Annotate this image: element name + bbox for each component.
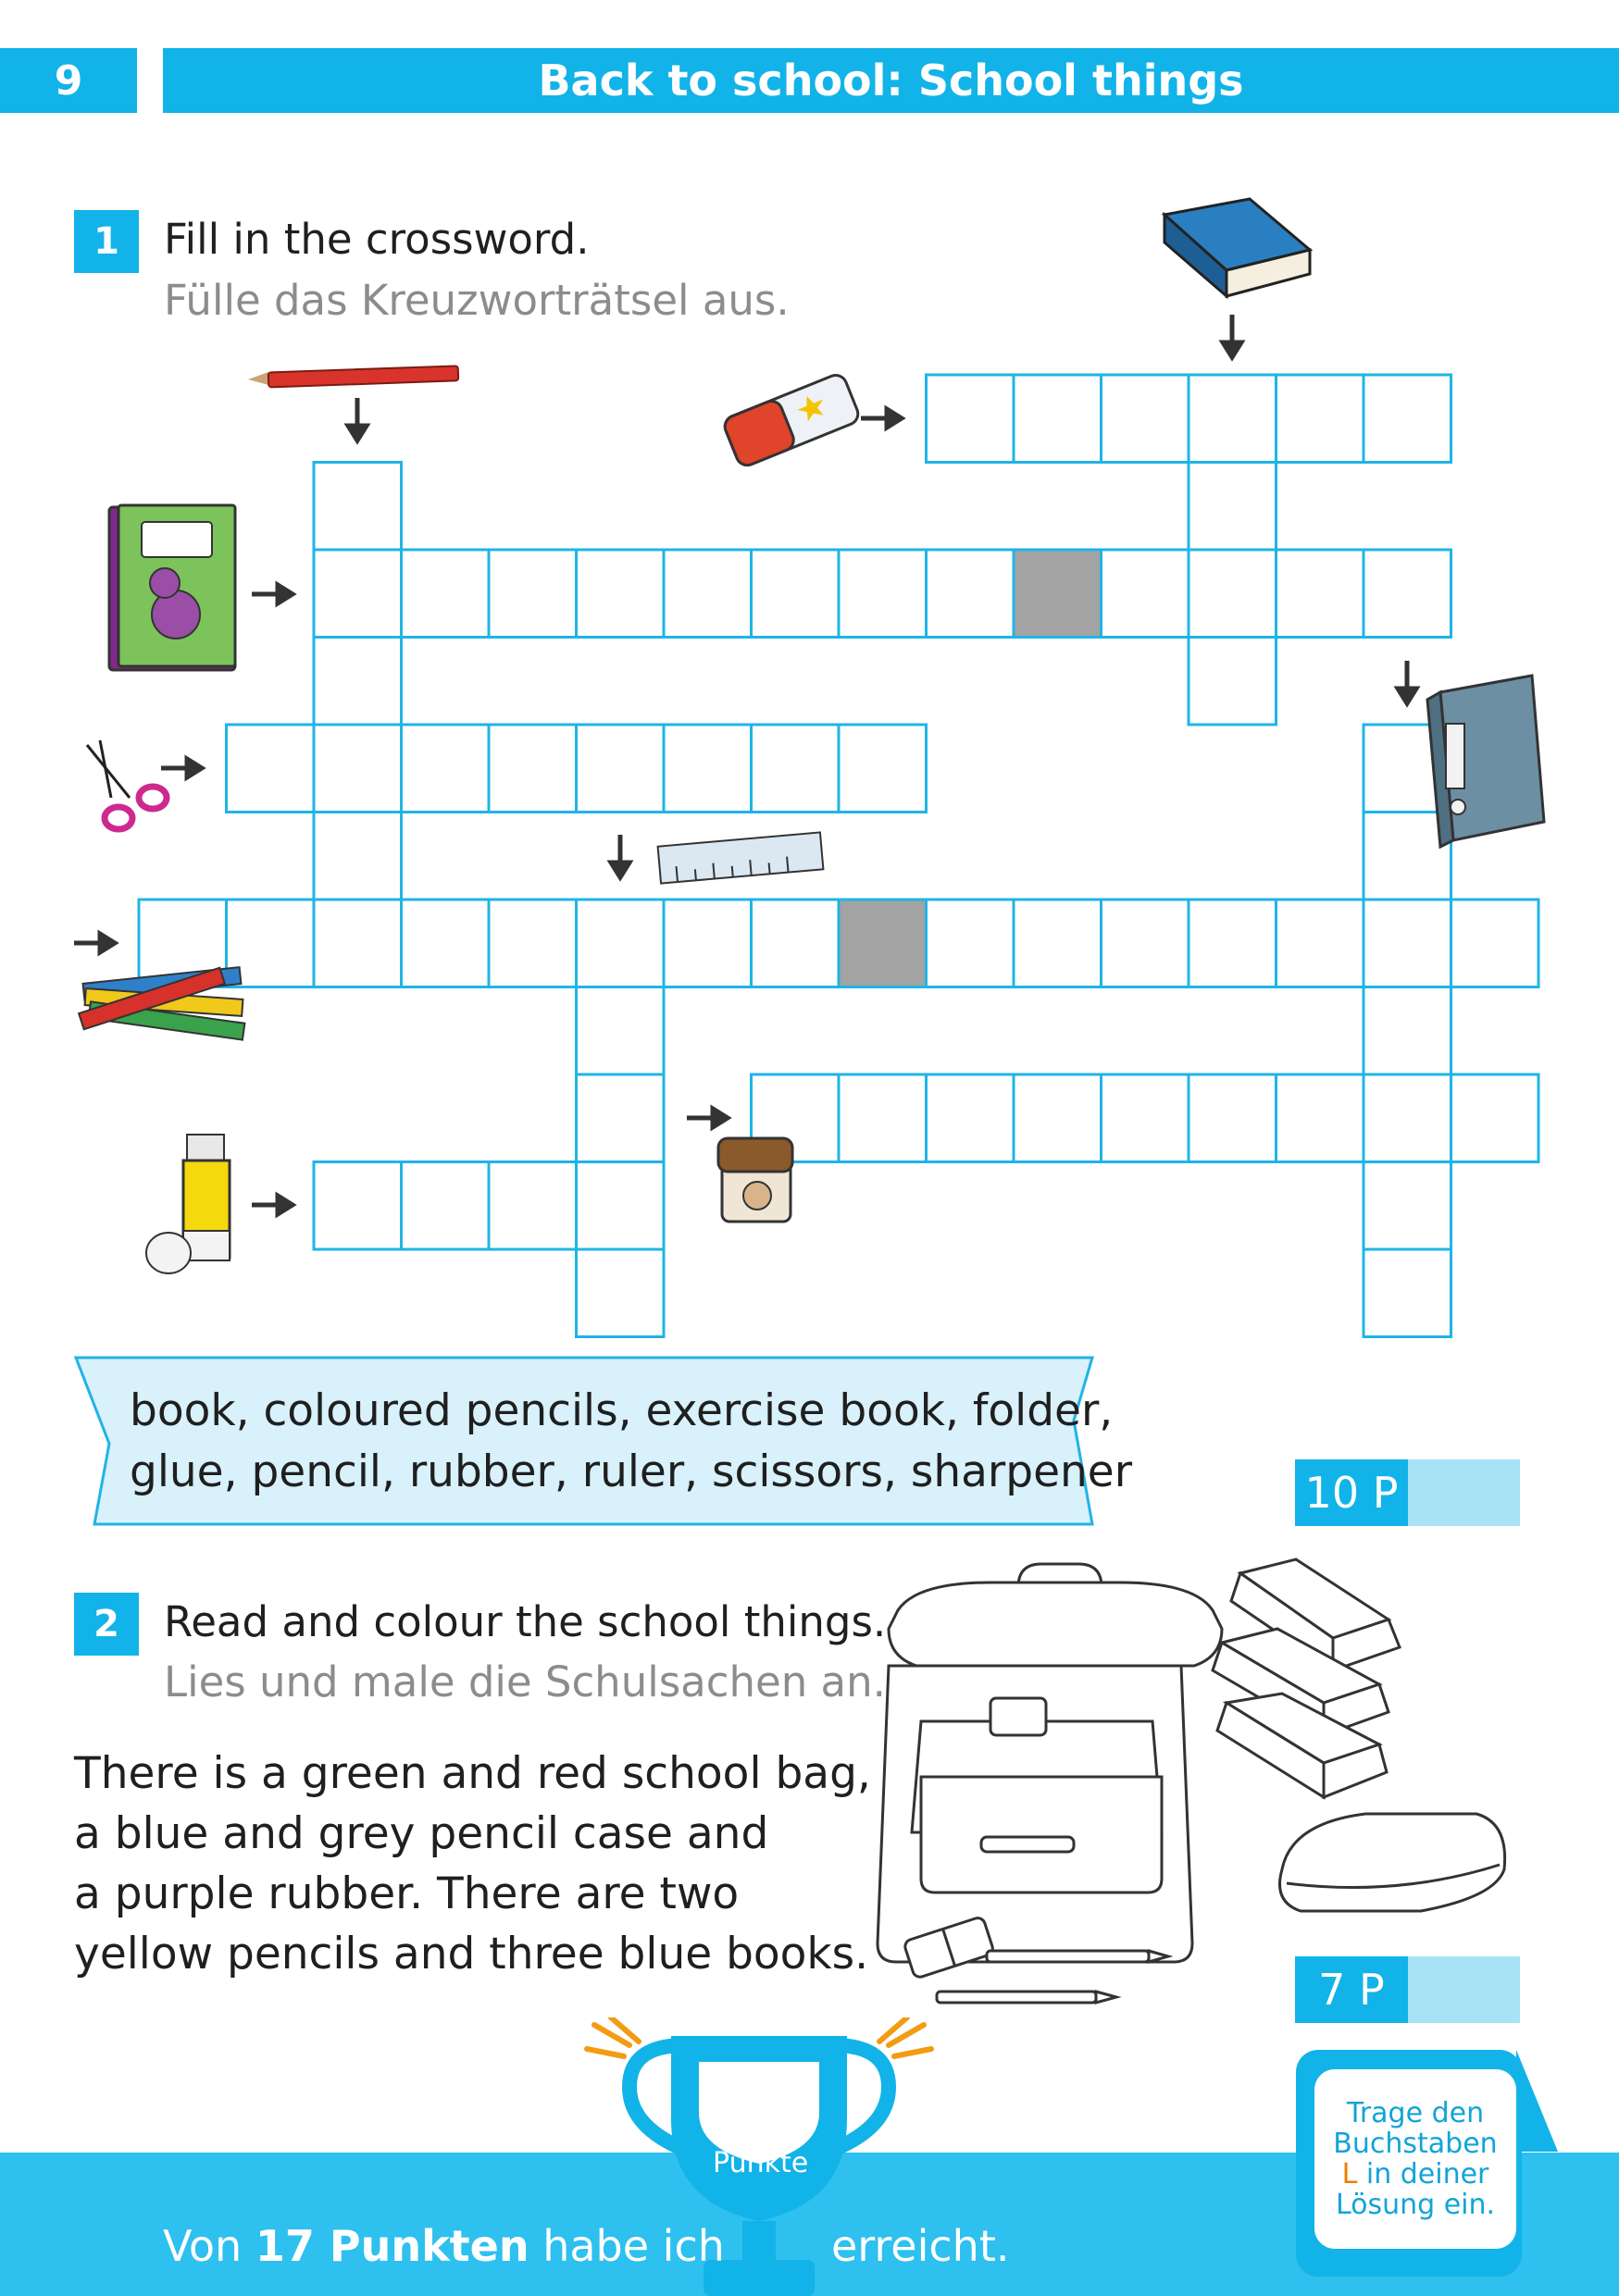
crossword-cell[interactable] bbox=[1364, 1162, 1451, 1250]
crossword-cell[interactable] bbox=[839, 550, 927, 638]
crossword-cell[interactable] bbox=[402, 550, 490, 638]
crossword-cell[interactable] bbox=[314, 725, 402, 813]
crossword-cell[interactable] bbox=[314, 813, 402, 900]
crossword-cell[interactable] bbox=[402, 900, 490, 987]
crossword-cell[interactable] bbox=[1364, 375, 1451, 463]
colouring-description bbox=[74, 1744, 871, 1984]
crossword-cell[interactable] bbox=[577, 1074, 665, 1162]
arrow-right-icon bbox=[252, 585, 293, 603]
crossword-cell[interactable] bbox=[664, 550, 752, 638]
arrow-right-icon bbox=[74, 934, 115, 952]
crossword-cell[interactable] bbox=[664, 725, 752, 813]
crossword-cell[interactable] bbox=[1189, 638, 1277, 726]
footer-text-end: erreicht. bbox=[831, 2221, 1010, 2271]
pencil-icon bbox=[248, 366, 458, 387]
points-box-exercise-2 bbox=[1295, 1956, 1520, 2023]
page-title: Back to school: School things bbox=[163, 48, 1619, 113]
trophy-label: Punkte bbox=[713, 2147, 809, 2179]
points-blank[interactable] bbox=[1408, 1459, 1520, 1526]
school-bag-icon[interactable] bbox=[878, 1564, 1222, 1962]
word-bank bbox=[130, 1381, 1132, 1503]
hint-box bbox=[1314, 2069, 1516, 2249]
crossword-cell[interactable] bbox=[402, 725, 490, 813]
crossword-cell[interactable] bbox=[839, 1074, 927, 1162]
crossword-cell[interactable] bbox=[314, 463, 402, 551]
exercise-2-instruction: Read and colour the school things. bbox=[164, 1597, 887, 1646]
coloured-pencils-icon bbox=[79, 967, 244, 1039]
crossword-cell[interactable] bbox=[927, 1074, 1015, 1162]
crossword-cell[interactable] bbox=[1364, 550, 1451, 638]
arrow-down-icon bbox=[1223, 315, 1241, 357]
footer-score-text bbox=[163, 2221, 725, 2271]
crossword-cell[interactable] bbox=[664, 900, 752, 987]
crossword-cell[interactable] bbox=[1189, 375, 1277, 463]
crossword-cell[interactable] bbox=[577, 900, 665, 987]
crossword-cell[interactable] bbox=[752, 550, 840, 638]
exercise-1-number: 1 bbox=[74, 210, 139, 273]
points-value: 7 P bbox=[1295, 1956, 1408, 2023]
rubber-icon bbox=[722, 372, 862, 468]
points-blank[interactable] bbox=[1408, 1956, 1520, 2023]
crossword-cell[interactable] bbox=[1189, 463, 1277, 551]
crossword-cell[interactable] bbox=[1451, 900, 1539, 987]
pencil-case-icon[interactable] bbox=[1280, 1814, 1505, 1911]
description-line: There is a green and red school bag, bbox=[74, 1748, 871, 1799]
crossword-cell[interactable] bbox=[1364, 987, 1451, 1075]
crossword-cell[interactable] bbox=[577, 987, 665, 1075]
points-value: 10 P bbox=[1295, 1459, 1408, 1526]
crossword-blank-cell bbox=[1014, 550, 1102, 638]
crossword-cell[interactable] bbox=[402, 1162, 490, 1250]
crossword-cell[interactable] bbox=[577, 550, 665, 638]
hint-line: Buchstaben bbox=[1333, 2128, 1498, 2160]
description-line: yellow pencils and three blue books. bbox=[74, 1929, 869, 1980]
crossword-cell[interactable] bbox=[1189, 1074, 1277, 1162]
hint-line-rest: in deiner bbox=[1357, 2158, 1489, 2191]
book-icon bbox=[1164, 199, 1310, 296]
word-bank-line: glue, pencil, rubber, ruler, scissors, sharpener bbox=[130, 1446, 1133, 1497]
arrow-right-icon bbox=[252, 1196, 293, 1214]
crossword-cell[interactable] bbox=[927, 375, 1015, 463]
crossword-cell[interactable] bbox=[1364, 1074, 1451, 1162]
hint-line: Lösung ein. bbox=[1335, 2189, 1496, 2221]
arrow-down-icon bbox=[611, 835, 629, 877]
crossword-cell[interactable] bbox=[577, 1162, 665, 1250]
points-box-exercise-1 bbox=[1295, 1459, 1520, 1526]
footer-text-start: Von bbox=[163, 2221, 255, 2271]
crossword-cell[interactable] bbox=[489, 725, 577, 813]
crossword-cell[interactable] bbox=[1102, 1074, 1189, 1162]
crossword-cell[interactable] bbox=[927, 900, 1015, 987]
hint-letter: L bbox=[1341, 2158, 1358, 2191]
crossword-cell[interactable] bbox=[489, 1162, 577, 1250]
arrow-down-icon bbox=[1398, 661, 1416, 703]
description-line: a purple rubber. There are two bbox=[74, 1868, 740, 1919]
word-bank-line: book, coloured pencils, exercise book, folder, bbox=[130, 1385, 1114, 1436]
pencil-icon[interactable] bbox=[937, 1992, 1116, 2003]
crossword-cell[interactable] bbox=[1014, 1074, 1102, 1162]
crossword-cell[interactable] bbox=[1277, 375, 1364, 463]
ruler-icon bbox=[658, 832, 824, 883]
folder-icon bbox=[1427, 676, 1544, 847]
crossword-cell[interactable] bbox=[1277, 1074, 1364, 1162]
crossword-cell[interactable] bbox=[1277, 550, 1364, 638]
exercise-2-number: 2 bbox=[74, 1593, 139, 1656]
pencil-icon[interactable] bbox=[987, 1951, 1168, 1962]
crossword-cell[interactable] bbox=[1102, 900, 1189, 987]
exercise-book-icon bbox=[109, 505, 235, 670]
exercise-1-instruction-de: Fülle das Kreuzworträtsel aus. bbox=[164, 276, 790, 325]
crossword-cell[interactable] bbox=[489, 550, 577, 638]
crossword-cell[interactable] bbox=[1014, 375, 1102, 463]
arrow-right-icon bbox=[687, 1109, 728, 1127]
arrow-down-icon bbox=[348, 398, 367, 441]
crossword-cell[interactable] bbox=[314, 1162, 402, 1250]
hint-line bbox=[1342, 2159, 1489, 2190]
crossword-cell[interactable] bbox=[577, 1249, 665, 1337]
glue-icon bbox=[146, 1135, 230, 1273]
crossword-cell[interactable] bbox=[1277, 900, 1364, 987]
crossword-cell[interactable] bbox=[1189, 550, 1277, 638]
crossword-cell[interactable] bbox=[1102, 375, 1189, 463]
footer-text-mid: habe ich bbox=[529, 2221, 725, 2271]
hint-line: Trage den bbox=[1346, 2097, 1485, 2129]
crossword-cell[interactable] bbox=[752, 725, 840, 813]
crossword-blank-cell bbox=[839, 900, 927, 987]
crossword-cell[interactable] bbox=[1014, 900, 1102, 987]
crossword-cell[interactable] bbox=[752, 900, 840, 987]
crossword-cell[interactable] bbox=[314, 900, 402, 987]
crossword-cell[interactable] bbox=[1451, 1074, 1539, 1162]
exercise-1-instruction: Fill in the crossword. bbox=[164, 215, 590, 264]
arrow-right-icon bbox=[861, 409, 902, 428]
crossword-cell[interactable] bbox=[1364, 1249, 1451, 1337]
arrow-right-icon bbox=[161, 759, 202, 777]
footer-text-points: 17 Punkten bbox=[255, 2221, 529, 2271]
crossword-cell[interactable] bbox=[1364, 900, 1451, 987]
page-number: 9 bbox=[0, 48, 137, 113]
books-stack-icon[interactable] bbox=[1213, 1559, 1400, 1797]
sharpener-icon bbox=[718, 1138, 792, 1222]
description-line: a blue and grey pencil case and bbox=[74, 1808, 769, 1859]
crossword-cell[interactable] bbox=[314, 638, 402, 726]
crossword-cell[interactable] bbox=[489, 900, 577, 987]
crossword-cell[interactable] bbox=[1189, 900, 1277, 987]
crossword-cell[interactable] bbox=[577, 725, 665, 813]
scissors-icon bbox=[87, 740, 167, 829]
crossword-cell[interactable] bbox=[314, 550, 402, 638]
crossword-cell[interactable] bbox=[839, 725, 927, 813]
exercise-2-instruction-de: Lies und male die Schulsachen an. bbox=[164, 1657, 886, 1706]
crossword-cell[interactable] bbox=[1102, 550, 1189, 638]
crossword-cell[interactable] bbox=[927, 550, 1015, 638]
crossword-cell[interactable] bbox=[227, 725, 315, 813]
